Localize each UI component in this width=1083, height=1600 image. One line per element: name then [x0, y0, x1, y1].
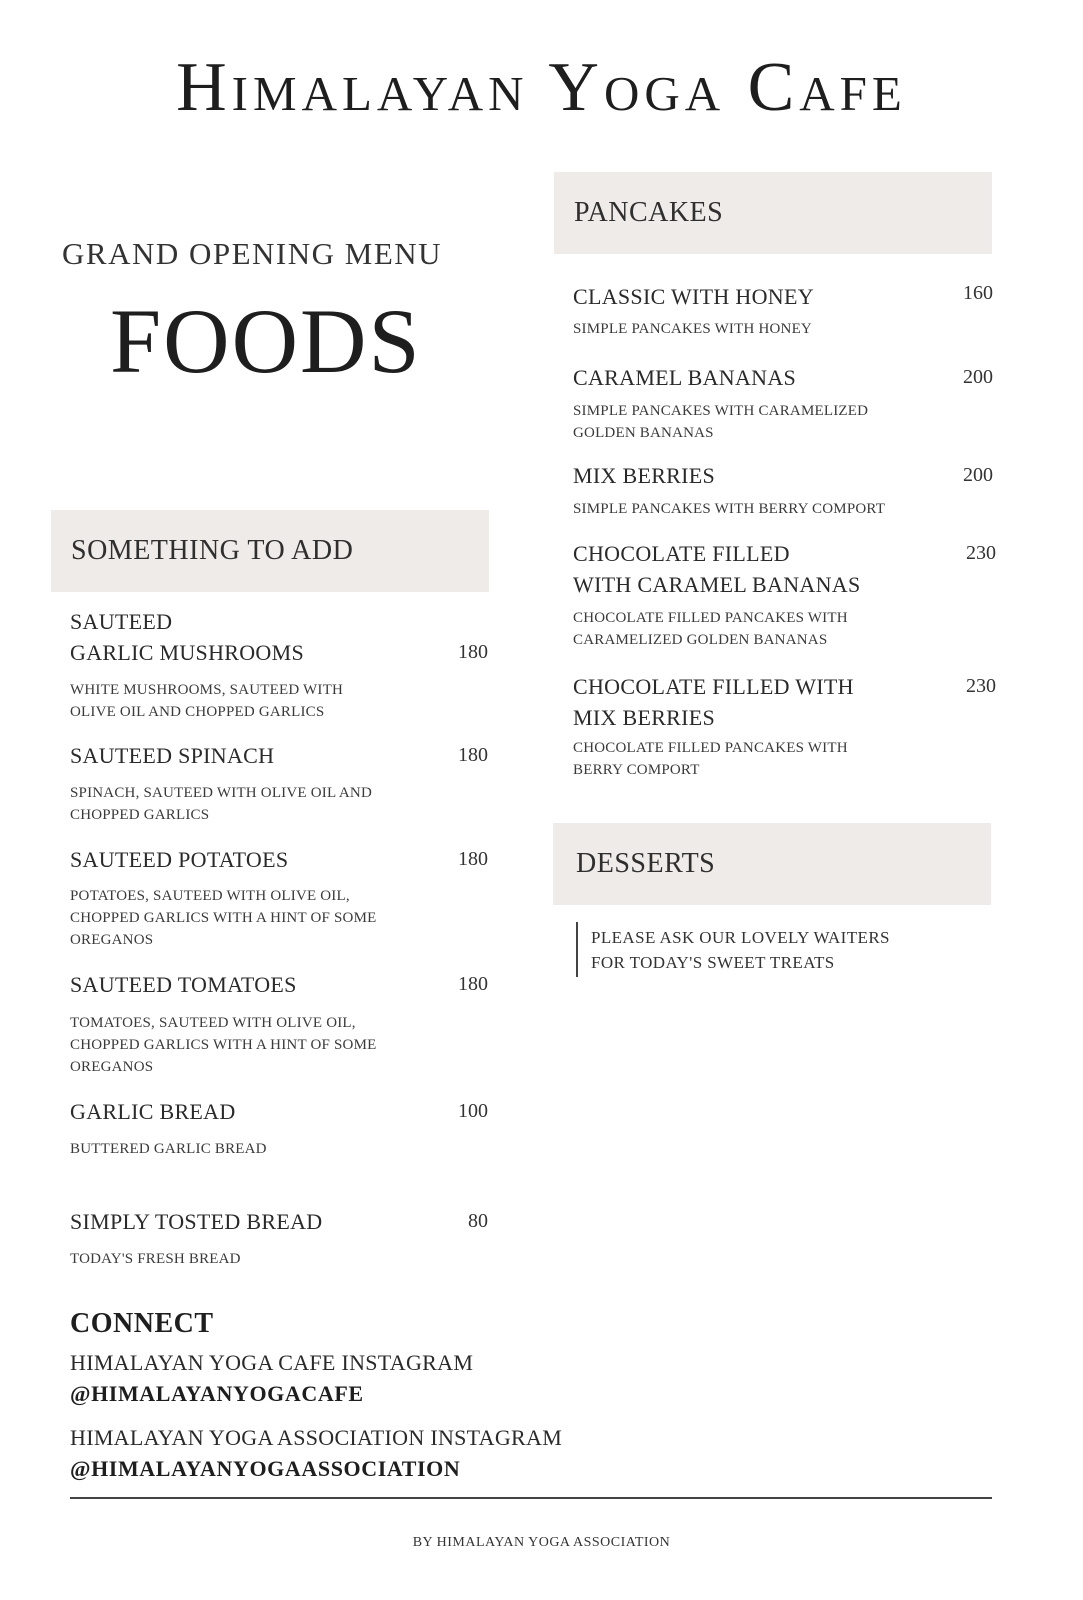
item-name: SAUTEED GARLIC MUSHROOMS — [70, 609, 305, 665]
item-name: CHOCOLATE FILLED WITH CARAMEL BANANAS — [573, 541, 861, 597]
item-description: WHITE MUSHROOMS, SAUTEED WITH OLIVE OIL AND CHOPPED GARLICS — [70, 682, 344, 720]
item-name: GARLIC BREAD — [70, 1099, 236, 1124]
item-price: 100 — [458, 1100, 488, 1122]
item-description: SIMPLE PANCAKES WITH BERRY COMPORT — [573, 501, 886, 517]
item-price: 180 — [458, 973, 488, 995]
desserts-note: PLEASE ASK OUR LOVELY WAITERS FOR TODAY'S SWEET TREATS — [591, 928, 890, 972]
item-description: TODAY'S FRESH BREAD — [70, 1251, 241, 1267]
instagram-label: HIMALAYAN YOGA ASSOCIATION INSTAGRAM — [70, 1425, 563, 1450]
item-price: 160 — [963, 282, 993, 304]
section-title: SOMETHING TO ADD — [71, 535, 354, 566]
item-price: 180 — [458, 641, 488, 663]
item-price: 230 — [966, 675, 996, 697]
item-description: BUTTERED GARLIC BREAD — [70, 1141, 267, 1157]
desserts-note-bar — [576, 922, 578, 977]
item-name: SAUTEED POTATOES — [70, 847, 289, 872]
item-price: 180 — [458, 848, 488, 870]
footer-divider — [70, 1497, 992, 1499]
item-description: CHOCOLATE FILLED PANCAKES WITH BERRY COMPORT — [573, 740, 848, 778]
item-price: 200 — [963, 464, 993, 486]
item-name: SAUTEED SPINACH — [70, 743, 275, 768]
section-title: PANCAKES — [574, 197, 724, 228]
item-name: SIMPLY TOSTED BREAD — [70, 1209, 323, 1234]
menu-subtitle: GRAND OPENING MENU — [62, 236, 443, 271]
item-price: 200 — [963, 366, 993, 388]
item-price: 230 — [966, 542, 996, 564]
connect-heading: CONNECT — [70, 1308, 214, 1339]
item-description: TOMATOES, SAUTEED WITH OLIVE OIL, CHOPPED GARLICS WITH A HINT OF SOME OREGANOS — [70, 1015, 377, 1075]
item-name: CARAMEL BANANAS — [573, 365, 797, 390]
item-name: MIX BERRIES — [573, 463, 716, 488]
item-price: 80 — [468, 1210, 488, 1232]
desserts-header — [553, 823, 991, 905]
item-name: SAUTEED TOMATOES — [70, 972, 297, 997]
item-description: SPINACH, SAUTEED WITH OLIVE OIL AND CHOPPED GARLICS — [70, 785, 372, 823]
instagram-handle[interactable]: @HIMALAYANYOGACAFE — [70, 1381, 364, 1406]
item-name: CHOCOLATE FILLED WITH MIX BERRIES — [573, 674, 854, 730]
item-description: POTATOES, SAUTEED WITH OLIVE OIL, CHOPPED GARLICS WITH A HINT OF SOME OREGANOS — [70, 888, 377, 948]
item-description: CHOCOLATE FILLED PANCAKES WITH CARAMELIZED GOLDEN BANANAS — [573, 610, 848, 648]
menu-heading: FOODS — [110, 290, 422, 392]
pancakes-header — [554, 172, 992, 254]
instagram-label: HIMALAYAN YOGA CAFE INSTAGRAM — [70, 1350, 474, 1375]
item-price: 180 — [458, 744, 488, 766]
instagram-handle[interactable]: @HIMALAYANYOGAASSOCIATION — [70, 1456, 461, 1481]
item-name: CLASSIC WITH HONEY — [573, 284, 814, 309]
cafe-title: Himalayan Yoga Cafe — [176, 49, 907, 126]
footer-credit: BY HIMALAYAN YOGA ASSOCIATION — [412, 1535, 671, 1550]
item-description: SIMPLE PANCAKES WITH HONEY — [573, 321, 812, 337]
something-to-add-header — [51, 510, 489, 592]
item-description: SIMPLE PANCAKES WITH CARAMELIZED GOLDEN BANANAS — [573, 403, 869, 441]
section-title: DESSERTS — [576, 848, 716, 879]
